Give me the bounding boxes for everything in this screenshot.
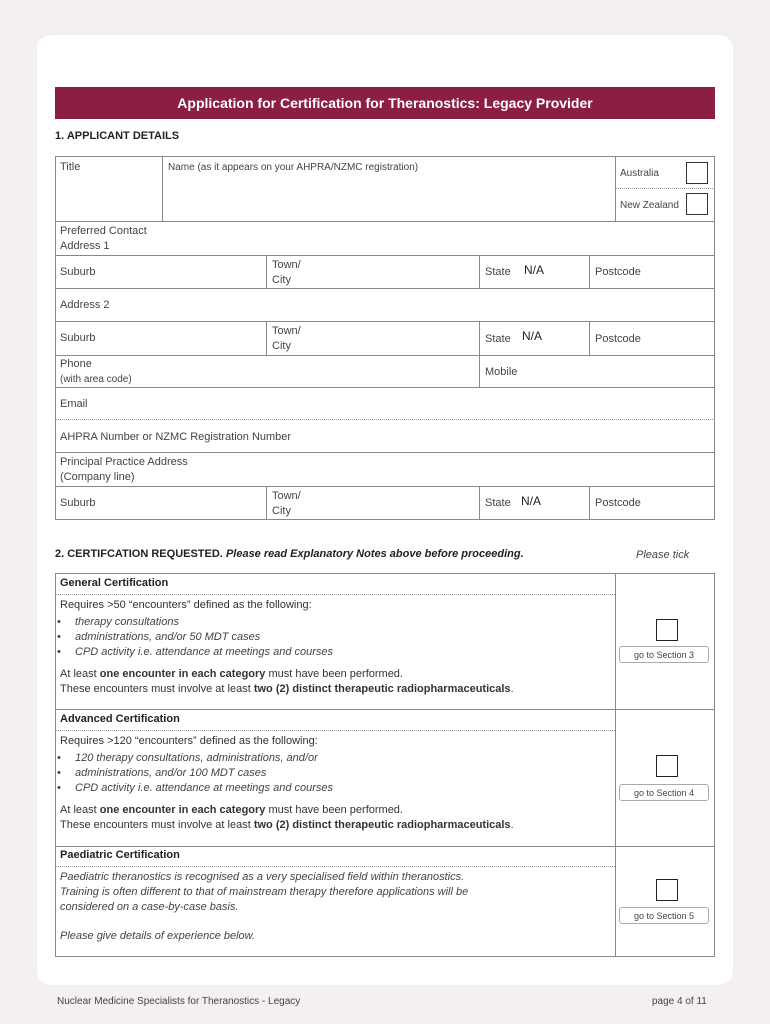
state-label-1[interactable]: State — [485, 266, 511, 278]
goto-section-4-button[interactable]: go to Section 4 — [619, 784, 709, 801]
state-value-1: N/A — [524, 263, 545, 277]
paediatric-line-1: Paediatric theranostics is recognised as a very specialised field within theranostics. — [60, 871, 465, 883]
australia-checkbox[interactable] — [686, 162, 708, 184]
advanced-item-1: • 120 therapy consultations, administrations, and/or — [75, 751, 318, 766]
general-cert-title: General Certification — [60, 577, 169, 589]
general-item-2: • administrations, and/or 50 MDT cases — [75, 630, 260, 645]
city-label-1[interactable]: City — [272, 274, 291, 286]
phone-label[interactable]: Phone — [60, 358, 92, 370]
state-label-2[interactable]: State — [485, 333, 511, 345]
paediatric-line-3: considered on a case-by-case basis. — [60, 901, 239, 913]
advanced-checkbox[interactable] — [656, 755, 678, 777]
form-title-banner: Application for Certification for Theranostics: Legacy Provider — [55, 87, 715, 119]
state-label-3[interactable]: State — [485, 497, 511, 509]
suburb-label-3[interactable]: Suburb — [60, 497, 96, 509]
title-label: Title — [60, 161, 81, 173]
company-line-label[interactable]: (Company line) — [60, 471, 135, 483]
name-label: Name (as it appears on your AHPRA/NZMC registration) — [168, 162, 419, 173]
general-involve: These encounters must involve at least two (2) distinct therapeutic radiopharmaceuticals. — [60, 683, 514, 695]
goto-section-3-button[interactable]: go to Section 3 — [619, 646, 709, 663]
section2-note: Please read Explanatory Notes above before proceeding. — [225, 548, 524, 560]
email-label[interactable]: Email — [60, 398, 88, 410]
preferred-contact-label: Preferred Contact — [60, 225, 147, 237]
section1-heading: 1. APPLICANT DETAILS — [55, 130, 180, 142]
footer-left: Nuclear Medicine Specialists for Theranostics - Legacy — [57, 996, 301, 1007]
advanced-item-2: • administrations, and/or 100 MDT cases — [75, 766, 266, 781]
goto-section-5-button[interactable]: go to Section 5 — [619, 907, 709, 924]
general-item-3: • CPD activity i.e. attendance at meetings and courses — [75, 645, 333, 660]
advanced-involve: These encounters must involve at least two (2) distinct therapeutic radiopharmaceuticals. — [60, 819, 514, 831]
paediatric-cert-title: Paediatric Certification — [60, 849, 180, 861]
please-tick-label: Please tick — [636, 549, 690, 561]
paediatric-line-4: Please give details of experience below. — [60, 930, 256, 942]
principal-practice-label: Principal Practice Address — [60, 456, 188, 468]
postcode-label-3[interactable]: Postcode — [595, 497, 641, 509]
paediatric-checkbox[interactable] — [656, 879, 678, 901]
ahpra-label[interactable]: AHPRA Number or NZMC Registration Number — [60, 431, 292, 443]
mobile-label[interactable]: Mobile — [485, 366, 518, 378]
town-label-2: Town/ — [272, 325, 301, 337]
suburb-label-1[interactable]: Suburb — [60, 266, 96, 278]
city-label-3[interactable]: City — [272, 505, 291, 517]
advanced-requires: Requires >120 “encounters” defined as the following: — [60, 735, 318, 747]
town-label-3: Town/ — [272, 490, 301, 502]
postcode-label-1[interactable]: Postcode — [595, 266, 641, 278]
general-item-1: • therapy consultations — [75, 615, 179, 630]
state-value-3: N/A — [521, 494, 542, 508]
advanced-atleast: At least one encounter in each category must have been performed. — [60, 804, 403, 816]
general-atleast: At least one encounter in each category must have been performed. — [60, 668, 403, 680]
advanced-cert-title: Advanced Certification — [60, 713, 180, 725]
address1-label[interactable]: Address 1 — [60, 240, 110, 252]
city-label-2[interactable]: City — [272, 340, 291, 352]
general-checkbox[interactable] — [656, 619, 678, 641]
general-requires: Requires >50 “encounters” defined as the following: — [60, 599, 312, 611]
australia-label: Australia — [620, 168, 659, 179]
section2-heading: 2. CERTIFCATION REQUESTED. Please read Explanatory Notes above before proceeding. — [55, 548, 524, 560]
footer-page-number: page 4 of 11 — [652, 996, 707, 1007]
address2-label[interactable]: Address 2 — [60, 299, 110, 311]
suburb-label-2[interactable]: Suburb — [60, 332, 96, 344]
paediatric-line-2: Training is often different to that of mainstream therapy therefore applications will be — [60, 886, 469, 898]
phone-sublabel: (with area code) — [60, 374, 132, 385]
advanced-item-3: • CPD activity i.e. attendance at meetings and courses — [75, 781, 333, 796]
new-zealand-checkbox[interactable] — [686, 193, 708, 215]
town-label-1: Town/ — [272, 259, 301, 271]
state-value-2: N/A — [522, 329, 543, 343]
postcode-label-2[interactable]: Postcode — [595, 333, 641, 345]
new-zealand-label: New Zealand — [620, 200, 679, 211]
